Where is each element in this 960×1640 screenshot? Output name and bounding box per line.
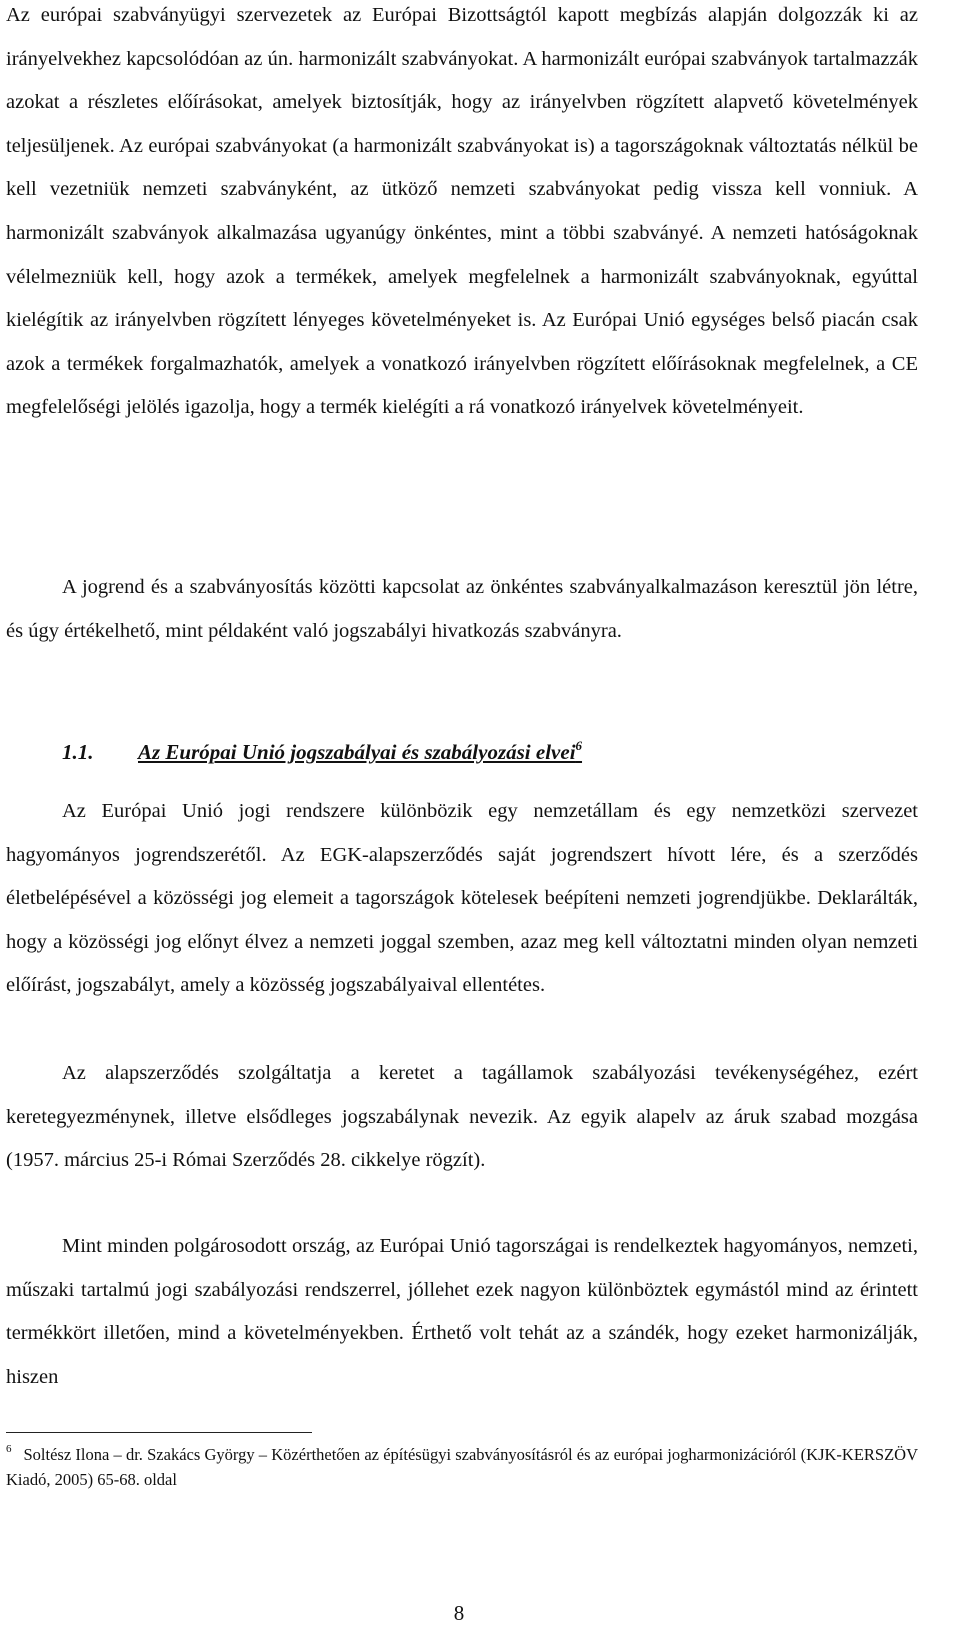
paragraph-eu-legal-system: Az Európai Unió jogi rendszere különbözik egy nemzetállam és egy nemzetközi szervezet hagyományos jogrendszerétől. Az EGK-alapszerződés saját jogrendszert hívott lére, és a szerződés életbelépésével a közösségi jog elemeit a tagországok kötelesek beépíteni nemzeti jogrendjükbe. Deklarálták, hogy a közösségi jog előnyt élvez a nemzeti joggal szemben, azaz meg kell változtatni minden olyan nemzeti előírást, jogszabályt, amely a közösség jogszabályaival ellentétes. bbox=[6, 800, 918, 997]
footnote-text: Soltész Ilona – dr. Szakács György – Közérthetően az építésügyi szabványosításról és az európai jogharmonizációról (KJK-KERSZÖV Kiadó, 2005) 65-68. oldal bbox=[6, 1445, 918, 1489]
paragraph-harmonization: Mint minden polgárosodott ország, az Európai Unió tagországai is rendelkeztek hagyományos, nemzeti, műszaki tartalmú jogi szabályozási rendszerrel, jóllehet ezek nagyon különböztek egymástól mind az érintett termékkört illetően, mind a követelményekben. Érthető volt tehát az a szándék, hogy ezeket harmonizálják, hiszen bbox=[6, 1235, 918, 1388]
section-title bbox=[138, 740, 582, 764]
page-number: 8 bbox=[453, 1601, 465, 1625]
paragraph-eu-standards: Az európai szabványügyi szervezetek az Európai Bizottságtól kapott megbízás alapján dolgozzák ki az irányelvekhez kapcsolódóan az ún. harmonizált szabványokat. A harmonizált európai szabványok tartalmazzák azokat a részletes előírásokat, amelyek biztosítják, hogy az irányelvben rögzített alapvető követelmények teljesüljenek. Az európai szabványokat (a harmonizált szabványokat is) a tagországoknak változtatás nélkül be kell vezetniük nemzeti szabványként, az ütköző nemzeti szabványokat pedig vissza kell vonniuk. A harmonizált szabványok alkalmazása ugyanúgy önkéntes, mint a többi szabványé. A nemzeti hatóságoknak vélelmezniük kell, hogy azok a termékek, amelyek megfelelnek a harmonizált szabványoknak, egyúttal kielégítik az irányelvben rögzített lényeges követelményeket is. Az Európai Unió egységes belső piacán csak azok a termékek forgalmazhatók, amelyek a vonatkozó irányelvben rögzített előírásoknak megfelelnek, a CE megfelelőségi jelölés igazolja, hogy a termék kielégíti a rá vonatkozó irányelvek követelményeit. bbox=[6, 4, 918, 419]
section-number: 1.1. bbox=[62, 740, 94, 764]
section-heading bbox=[62, 732, 922, 772]
paragraph-founding-treaty: Az alapszerződés szolgáltatja a keretet a tagállamok szabályozási tevékenységéhez, ezért keretegyezménynek, illetve elsődleges jogszabálynak nevezik. Az egyik alapelv az áruk szabad mozgása (1957. március 25-i Római Szerződés 28. cikkelye rögzít). bbox=[6, 1062, 918, 1172]
footnote-mark: 6 bbox=[6, 1443, 12, 1455]
section-title-text: Az Európai Unió jogszabályai és szabályozási elvei bbox=[138, 740, 576, 764]
footnote-reference: 6 bbox=[575, 738, 583, 753]
footnote bbox=[6, 1442, 918, 1492]
footnote-separator bbox=[6, 1432, 312, 1433]
paragraph-legal-link: A jogrend és a szabványosítás közötti kapcsolat az önkéntes szabványalkalmazáson keresztül jön létre, és úgy értékelhető, mint példaként való jogszabályi hivatkozás szabványra. bbox=[6, 576, 918, 642]
